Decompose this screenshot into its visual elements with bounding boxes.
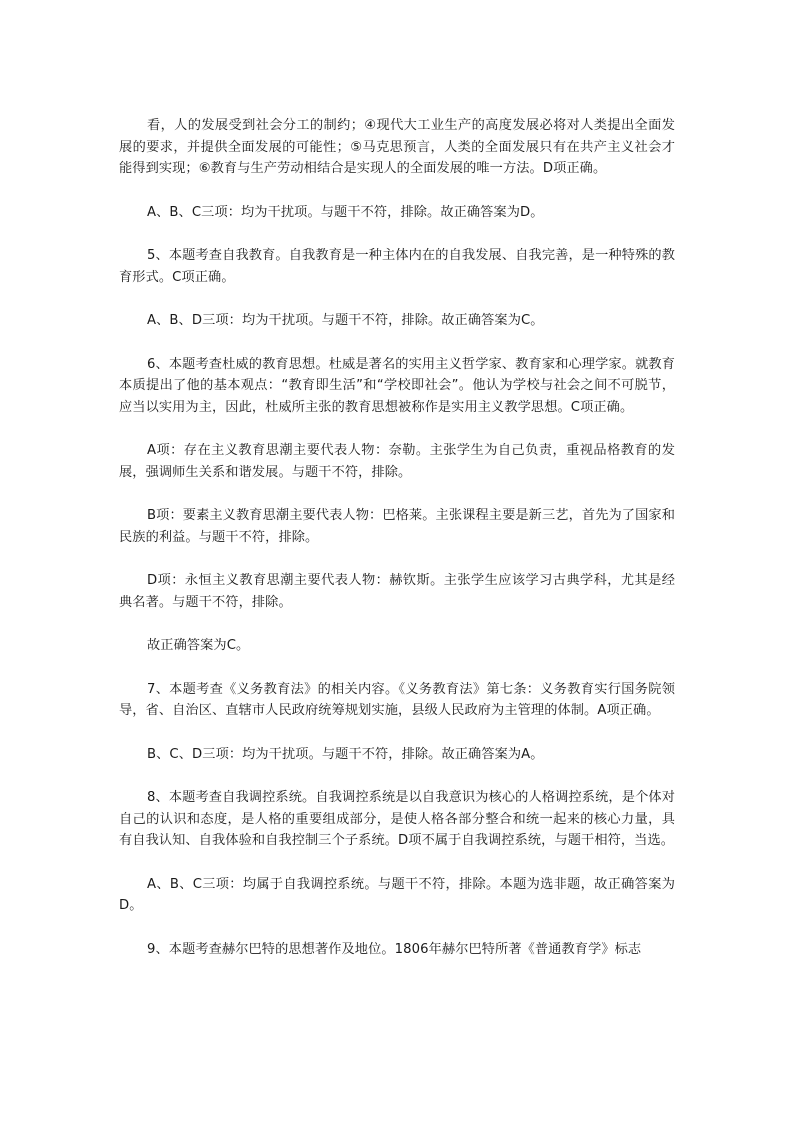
paragraph-q4-distractors: A、B、C三项：均为干扰项。与题干不符，排除。故正确答案为D。 [147,204,544,220]
paragraph-q7-explanation: 7、本题考查《义务教育法》的相关内容。《义务教育法》第七条：义务教育实行国务院领导，省、自治区、直辖市人民政府统筹规划实施，县级人民政府为主管理的体制。A项正确。 [119,681,675,718]
paragraph-q5-explanation: 5、本题考查自我教育。自我教育是一种主体内在的自我发展、自我完善，是一种特殊的教育形式。C项正确。 [119,248,675,285]
paragraph-q8-explanation: 8、本题考查自我调控系统。自我调控系统是以自我意识为核心的人格调控系统，是个体对自己的认识和态度，是人格的重要组成部分，是使人格各部分整合和统一起来的核心力量，具有自我认知、自我体验和自我控制三个子系统。D项不属于自我调控系统，与题干相符，当选。 [119,790,675,848]
paragraph-q6-option-b: B项：要素主义教育思潮主要代表人物：巴格莱。主张课程主要是新三艺，首先为了国家和民族的利益。与题干不符，排除。 [119,508,675,545]
paragraph-q6-option-a: A项：存在主义教育思潮主要代表人物：奈勒。主张学生为自己负责，重视品格教育的发展，强调师生关系和谐发展。与题干不符，排除。 [119,443,675,480]
paragraph-q6-option-d: D项：永恒主义教育思潮主要代表人物：赫钦斯。主张学生应该学习古典学科，尤其是经典名著。与题干不符，排除。 [119,573,675,610]
paragraph-q6-answer: 故正确答案为C。 [147,638,250,653]
document-body [119,115,675,982]
paragraph-q9-explanation: 9、本题考查赫尔巴特的思想著作及地位。1806年赫尔巴特所著《普通教育学》标志 [147,941,642,957]
paragraph-continuation: 看，人的发展受到社会分工的制约；④现代大工业生产的高度发展必将对人类提出全面发展的要求，并提供全面发展的可能性；⑤马克思预言，人类的全面发展只有在共产主义社会才能得到实现；⑥教育与生产劳动相结合是实现人的全面发展的唯一方法。D项正确。 [119,118,675,176]
paragraph-q6-explanation: 6、本题考查杜威的教育思想。杜威是著名的实用主义哲学家、教育家和心理学家。就教育本质提出了他的基本观点：“教育即生活”和“学校即社会”。他认为学校与社会之间不可脱节，应当以实用为主，因此，杜威所主张的教育思想被称作是实用主义教学思想。C项正确。 [119,356,675,415]
paragraph-q7-distractors: B、C、D三项：均为干扰项。与题干不符，排除。故正确答案为A。 [147,746,544,762]
paragraph-q5-distractors: A、B、D三项：均为干扰项。与题干不符，排除。故正确答案为C。 [147,313,544,328]
paragraph-q8-distractors: A、B、C三项：均属于自我调控系统。与题干不符，排除。本题为选非题，故正确答案为D。 [119,876,675,913]
